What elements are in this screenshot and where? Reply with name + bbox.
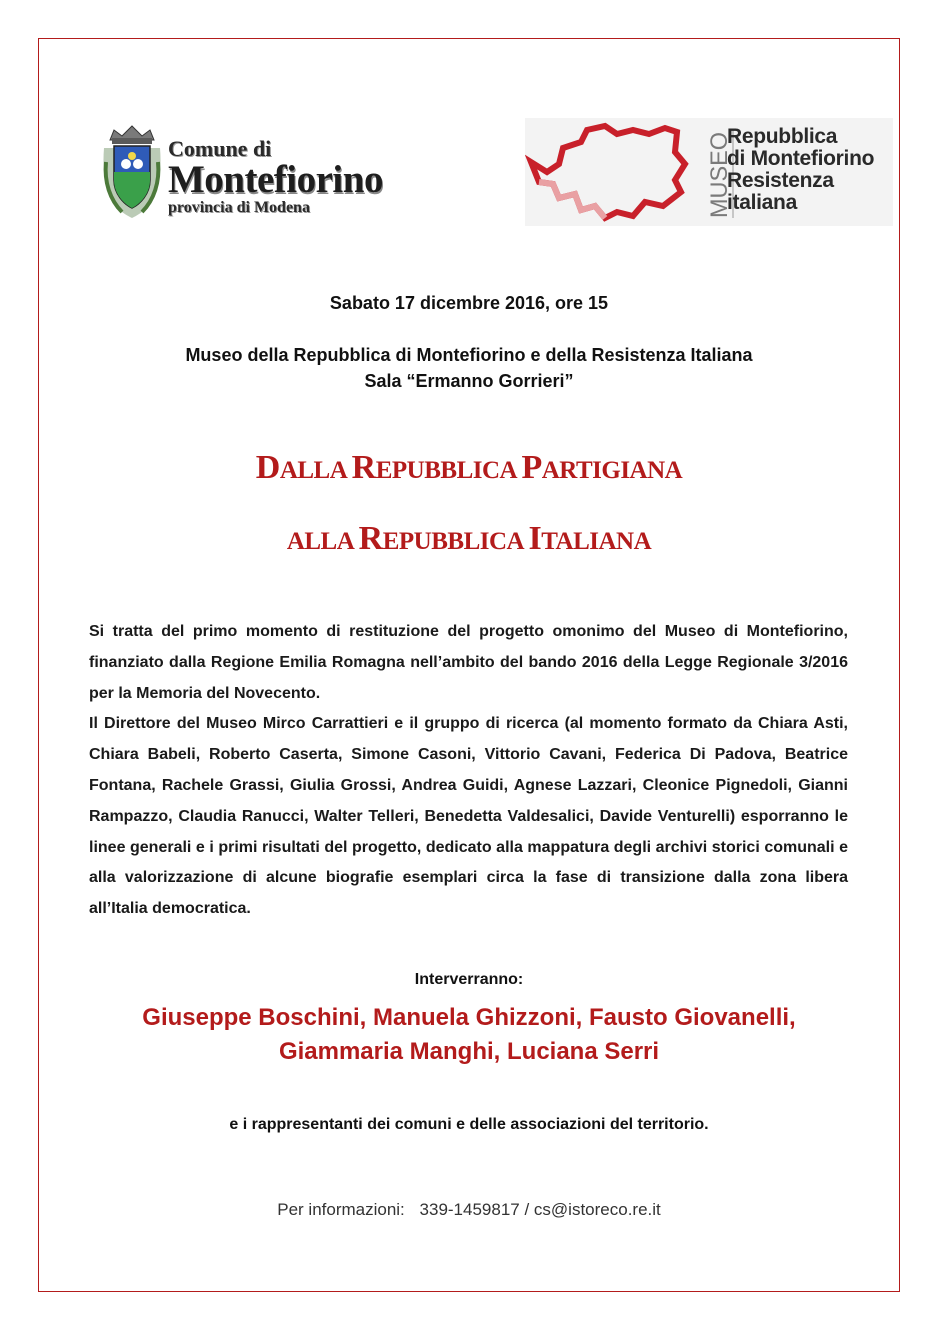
coat-of-arms-icon	[100, 122, 164, 222]
contact-details[interactable]: 339-1459817 / cs@istoreco.re.it	[419, 1200, 661, 1219]
speakers-line-1: Giuseppe Boschini, Manuela Ghizzoni, Fausto Giovanelli,	[142, 1004, 796, 1031]
title-cap: P	[521, 449, 542, 486]
title-cap: R	[358, 520, 383, 557]
museo-line-4: italiana	[727, 191, 797, 214]
contact-info	[80, 1200, 858, 1220]
title-line-1	[80, 449, 858, 487]
title-cap: D	[255, 449, 280, 486]
description-paragraph-2: Il Direttore del Museo Mirco Carrattieri e il gruppo di ricerca (al momento formato da Chiara Asti, Chiara Babeli, Roberto Caserta, Simone Casoni, Vittorio Cavani, Federica Di Padova, Beatrice Fontana, Rachele Grassi, Giulia Grossi, Andrea Guidi, Agnese Lazzari, Cleonice Pignedoli, Gianni Rampazzo, Claudia Ranucci, Walter Telleri, Benedetta Valdesalici, Davide Venturelli) esporranno le linee generali e i primi risultati del progetto, dedicato alla mappatura degli archivi storici comunali e alla valorizzazione di alcune biografie esemplari circa la fase di transizione dalla zona libera all’Italia democratica.	[89, 715, 848, 918]
museo-logo	[525, 118, 893, 226]
comune-name: Montefiorino	[168, 158, 383, 201]
venue-line-1: Museo della Repubblica di Montefiorino e della Resistenza Italiana	[185, 345, 753, 365]
museo-line-2: di Montefiorino	[727, 147, 875, 170]
event-venue	[80, 342, 858, 394]
comune-logo	[100, 122, 410, 227]
speakers-list	[80, 1001, 858, 1069]
title-rest: EPUBBLICA	[382, 528, 529, 555]
comune-province: provincia di Modena	[168, 199, 310, 216]
description	[89, 617, 848, 925]
title-line-2	[80, 520, 858, 558]
title-rest: ARTIGIANA	[541, 457, 683, 484]
event-date: Sabato 17 dicembre 2016, ore 15	[329, 293, 609, 313]
venue-line-2: Sala “Ermanno Gorrieri”	[364, 371, 574, 391]
contact-label: Per informazioni:	[277, 1200, 405, 1219]
museo-line-1: Repubblica	[727, 125, 838, 148]
title-rest: ALLA	[279, 457, 352, 484]
representatives-note: e i rappresentanti dei comuni e delle associazioni del territorio.	[229, 1116, 709, 1133]
territory-outline-icon	[525, 122, 703, 222]
description-paragraph-1: Si tratta del primo momento di restituzione del progetto omonimo del Museo di Montefiorino, finanziato dalla Regione Emilia Romagna nell’ambito del bando 2016 della Legge Regionale 3/2016 per la Memoria del Novecento.	[89, 623, 848, 702]
speakers-line-2: Giammaria Manghi, Luciana Serri	[278, 1038, 660, 1065]
comune-label: Comune di	[168, 136, 272, 161]
svg-text:MUSEO: MUSEO	[706, 129, 733, 218]
title-cap: R	[351, 449, 376, 486]
speakers-heading: Interverranno:	[414, 971, 524, 988]
museo-line-3: Resistenza	[727, 169, 834, 192]
title-rest: ALLA	[286, 528, 359, 555]
title-rest: TALIANA	[541, 528, 652, 555]
title-rest: EPUBBLICA	[375, 457, 522, 484]
title-cap: I	[528, 520, 542, 557]
